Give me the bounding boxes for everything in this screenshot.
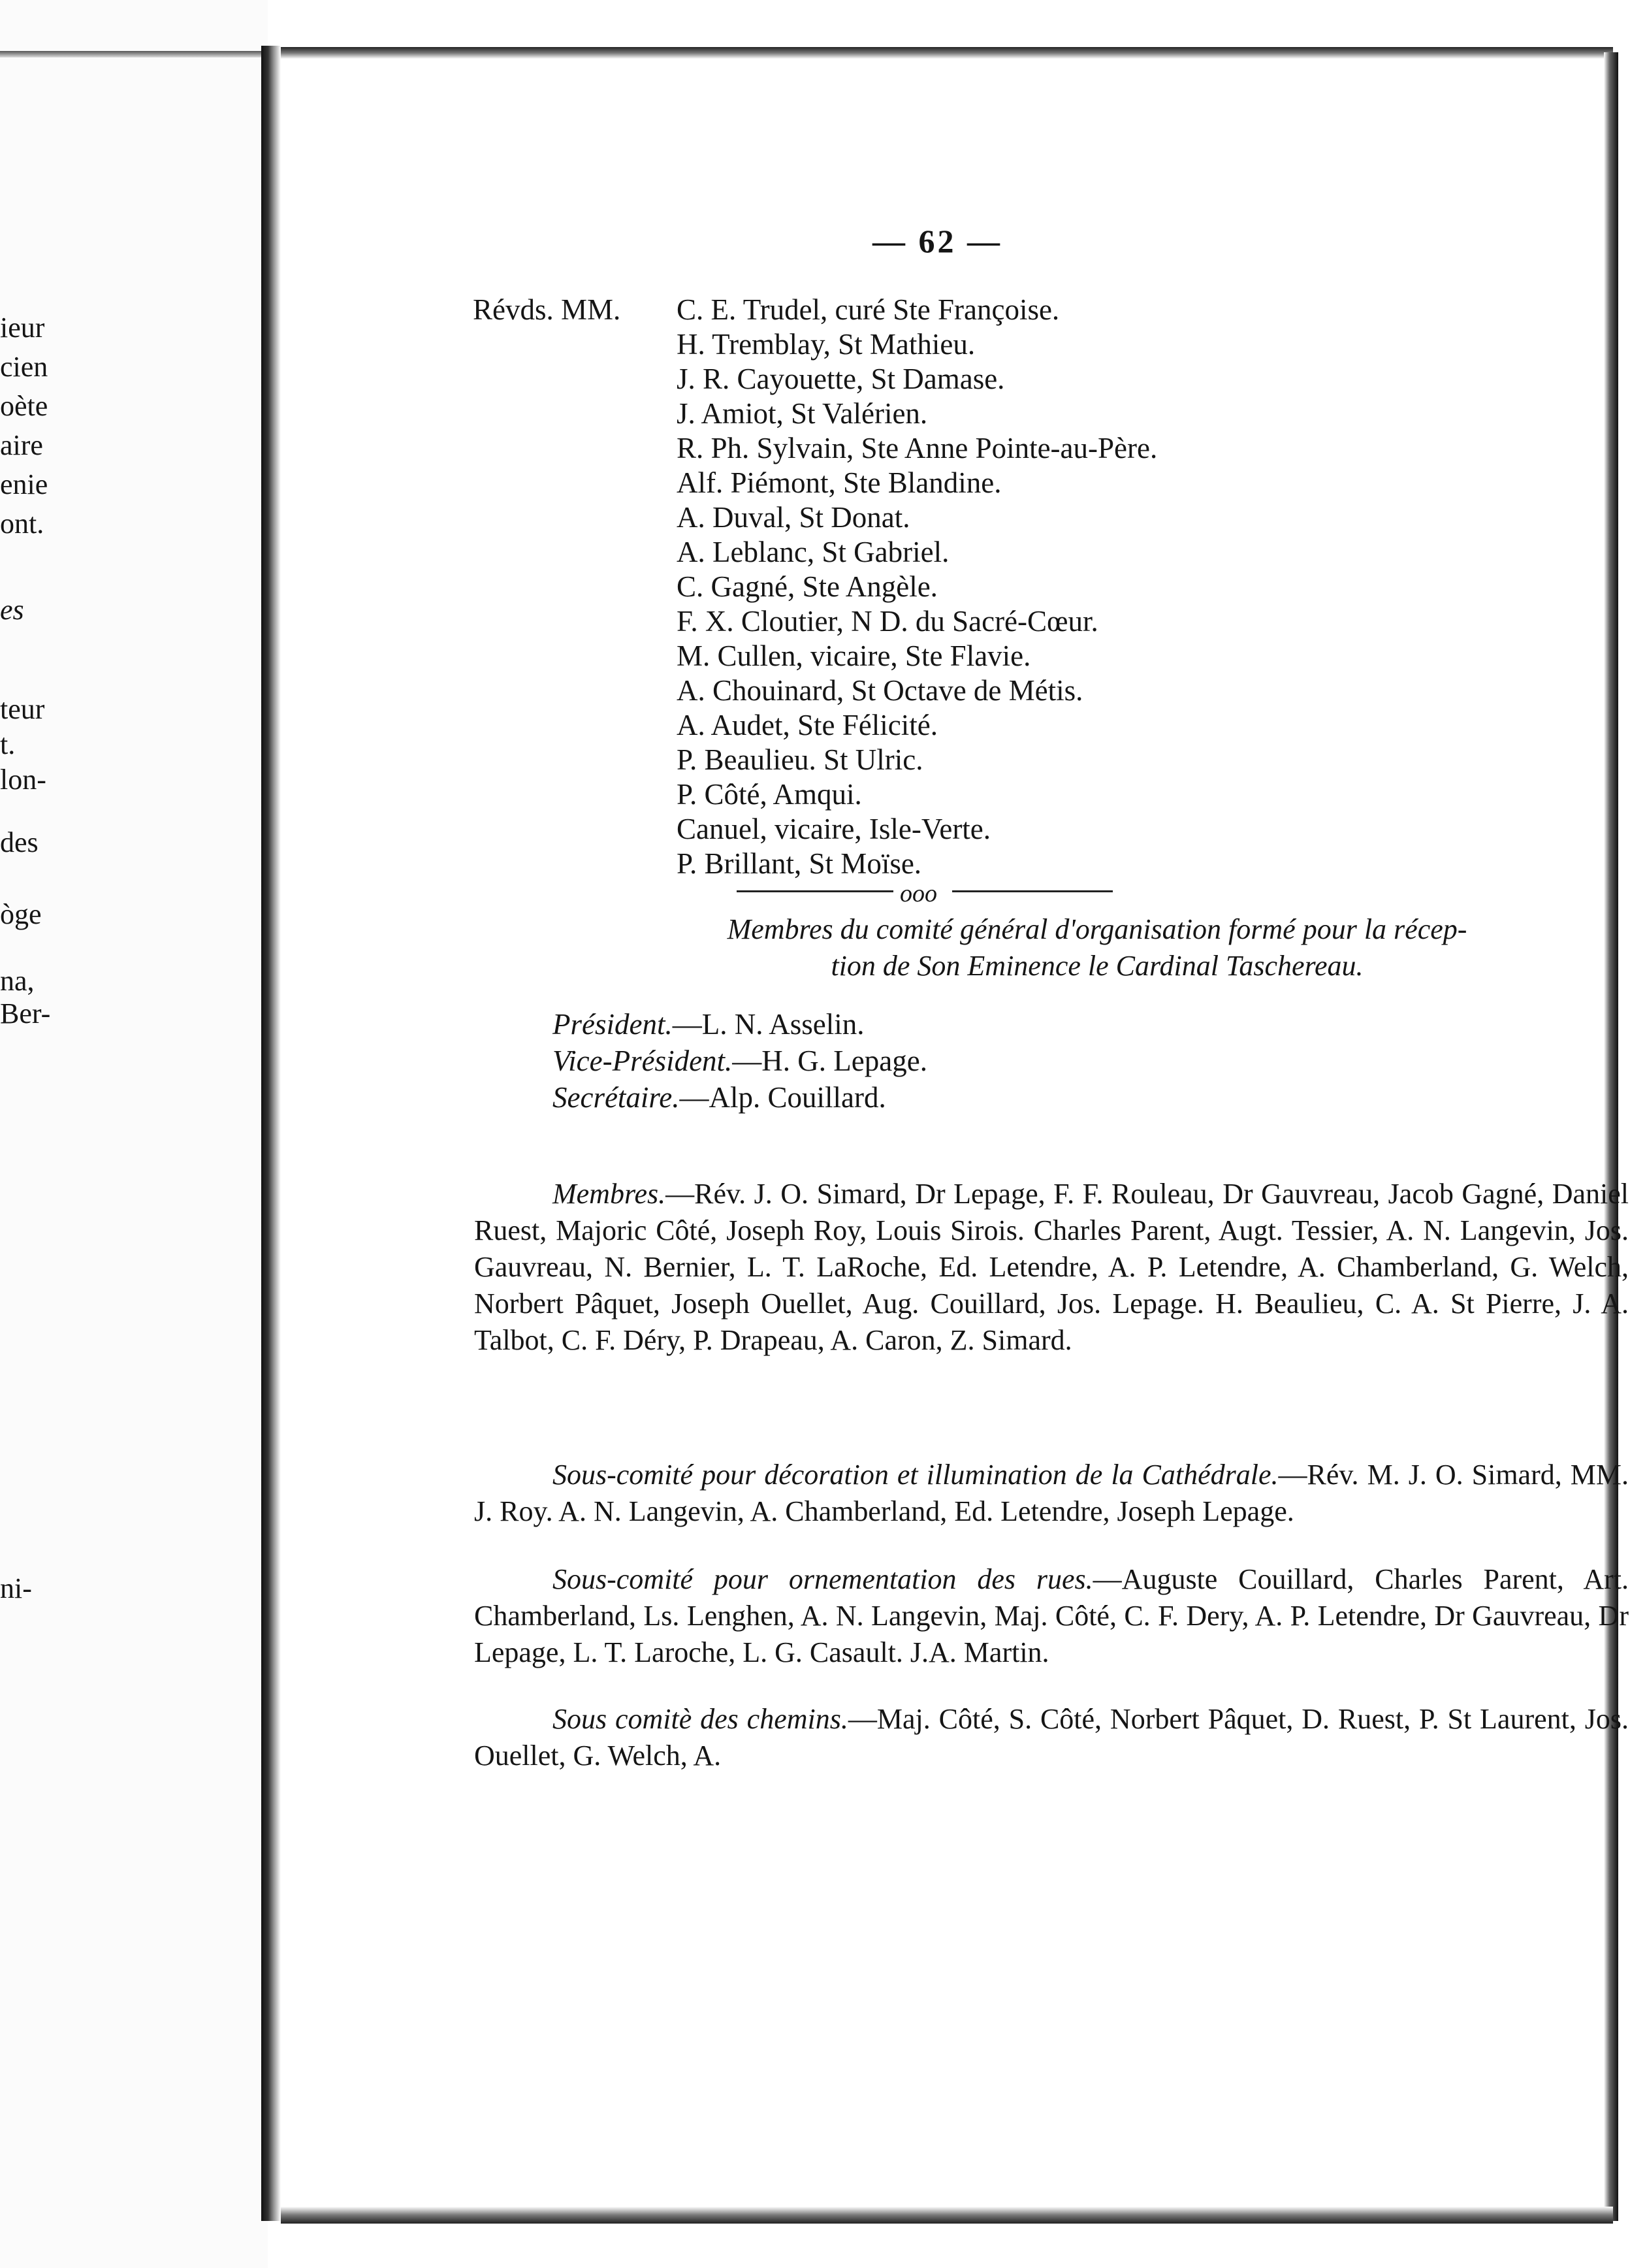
left-page-fragment: lon- [0,764,46,796]
committee-heading [490,911,1630,984]
list-item: P. Brillant, St Moïse. [677,847,922,880]
page-number: — 62 — [872,223,1002,259]
document-page [281,59,1629,2207]
president-line [552,1006,927,1043]
members-label: Membres. [552,1178,666,1210]
clergy-list [677,293,1157,881]
heading-line: tion de Son Eminence le Cardinal Taschereau. [831,950,1364,982]
subcommittee-label: Sous-comité pour décoration et illumination de la Cathédrale. [552,1459,1279,1491]
left-page-fragment: oète [0,390,48,422]
list-item: R. Ph. Sylvain, Ste Anne Pointe-au-Père. [677,432,1158,464]
left-page-fragment: enie [0,468,48,500]
left-page-fragment: òge [0,898,42,930]
page-edge-shadow [1604,52,1618,2221]
president-label: Président. [552,1008,673,1041]
left-page-fragment: ont. [0,508,44,540]
page-edge-shadow [281,47,1613,59]
left-page-fragment: Ber- [0,997,51,1029]
left-page-fragment: ni- [0,1572,32,1604]
subcommittee-paragraph [474,1701,1629,1774]
officers-list [552,1006,927,1116]
secretary-label: Secrétaire. [552,1081,680,1114]
list-item: Canuel, vicaire, Isle-Verte. [677,813,991,845]
list-item: J. Amiot, St Valérien. [677,397,928,430]
separator-rule [952,890,1113,892]
secretary-line [552,1079,927,1116]
vice-president-label: Vice-Président. [552,1045,733,1077]
heading-line: Membres du comité général d'organisation formé pour la récep- [727,913,1467,945]
list-item: H. Tremblay, St Mathieu. [677,328,976,361]
section-separator [737,880,1113,907]
left-page-fragment: na, [0,965,35,997]
clergy-prefix: Révds. MM. [473,293,621,326]
list-item: A. Audet, Ste Félicité. [677,709,938,741]
subcommittee-paragraph [474,1561,1629,1671]
secretary-name: —Alp. Couillard. [679,1081,886,1114]
subcommittee-paragraph [474,1457,1629,1530]
vice-president-name: —H. G. Lepage. [732,1045,927,1077]
president-name: —L. N. Asselin. [672,1008,865,1041]
left-page-fragment: t. [0,728,16,760]
list-item: P. Côté, Amqui. [677,778,862,811]
list-item: A. Duval, St Donat. [677,501,910,534]
page-edge-shadow [281,2207,1613,2224]
left-page-margin [0,0,268,2268]
left-page-fragment: des [0,826,39,858]
subcommittee-label: Sous-comité pour ornementation des rues. [552,1563,1093,1595]
list-item: M. Cullen, vicaire, Ste Flavie. [677,640,1031,672]
members-text: —Rév. J. O. Simard, Dr Lepage, F. F. Rouleau, Dr Gauvreau, Jacob Gagné, Daniel Ruest, Majoric Côté, Joseph Roy, Louis Sirois. Charles Parent, Augt. Tessier, A. N. Langevin, Jos. Gauvreau, N. Bernier, L. T. LaRoche, Ed. Letendre, A. P. Letendre, A. Chamberland, G. Welch, Norbert Pâquet, Joseph Ouellet, Aug. Couillard, Jos. Lepage. H. Beaulieu, C. A. St Pierre, J. A. Talbot, C. F. Déry, P. Drapeau, A. Caron, Z. Simard. [474,1178,1629,1356]
subcommittee-label: Sous comitè des chemins. [552,1703,848,1735]
list-item: A. Chouinard, St Octave de Métis. [677,674,1083,707]
subcommittee-text: —Rév. M. J. O. Simard, MM. J. Roy. A. N. Langevin, A. Chamberland, Ed. Letendre, Joseph Lepage. [474,1459,1629,1527]
list-item: F. X. Cloutier, N D. du Sacré-Cœur. [677,605,1098,638]
left-page-fragment: aire [0,429,43,461]
subcommittee-text: —Auguste Couillard, Charles Parent, Art. Chamberland, Ls. Lenghen, A. N. Langevin, Maj. Côté, C. F. Dery, A. P. Letendre, Dr Gauvreau, Dr Lepage, L. T. Laroche, L. G. Casault. J.A. Martin. [474,1563,1629,1668]
list-item: C. E. Trudel, curé Ste Françoise. [677,293,1060,326]
page-edge-shadow [0,51,261,57]
vice-president-line [552,1043,927,1079]
left-page-fragment: cien [0,351,48,383]
list-item: C. Gagné, Ste Angèle. [677,570,938,603]
list-item: J. R. Cayouette, St Damase. [677,363,1005,395]
left-page-fragment: teur [0,693,45,725]
book-gutter [261,46,281,2221]
separator-rule [737,890,893,892]
separator-mark: ooo [900,880,937,907]
list-item: A. Leblanc, St Gabriel. [677,536,950,568]
left-page-fragment: es [0,594,24,626]
subcommittee-text: —Maj. Côté, S. Côté, Norbert Pâquet, D. Ruest, P. St Laurent, Jos. Ouellet, G. Welch, A. [474,1703,1629,1772]
left-page-fragment: ieur [0,312,45,344]
list-item: P. Beaulieu. St Ulric. [677,743,923,776]
members-paragraph [474,1176,1629,1359]
list-item: Alf. Piémont, Ste Blandine. [677,466,1002,499]
